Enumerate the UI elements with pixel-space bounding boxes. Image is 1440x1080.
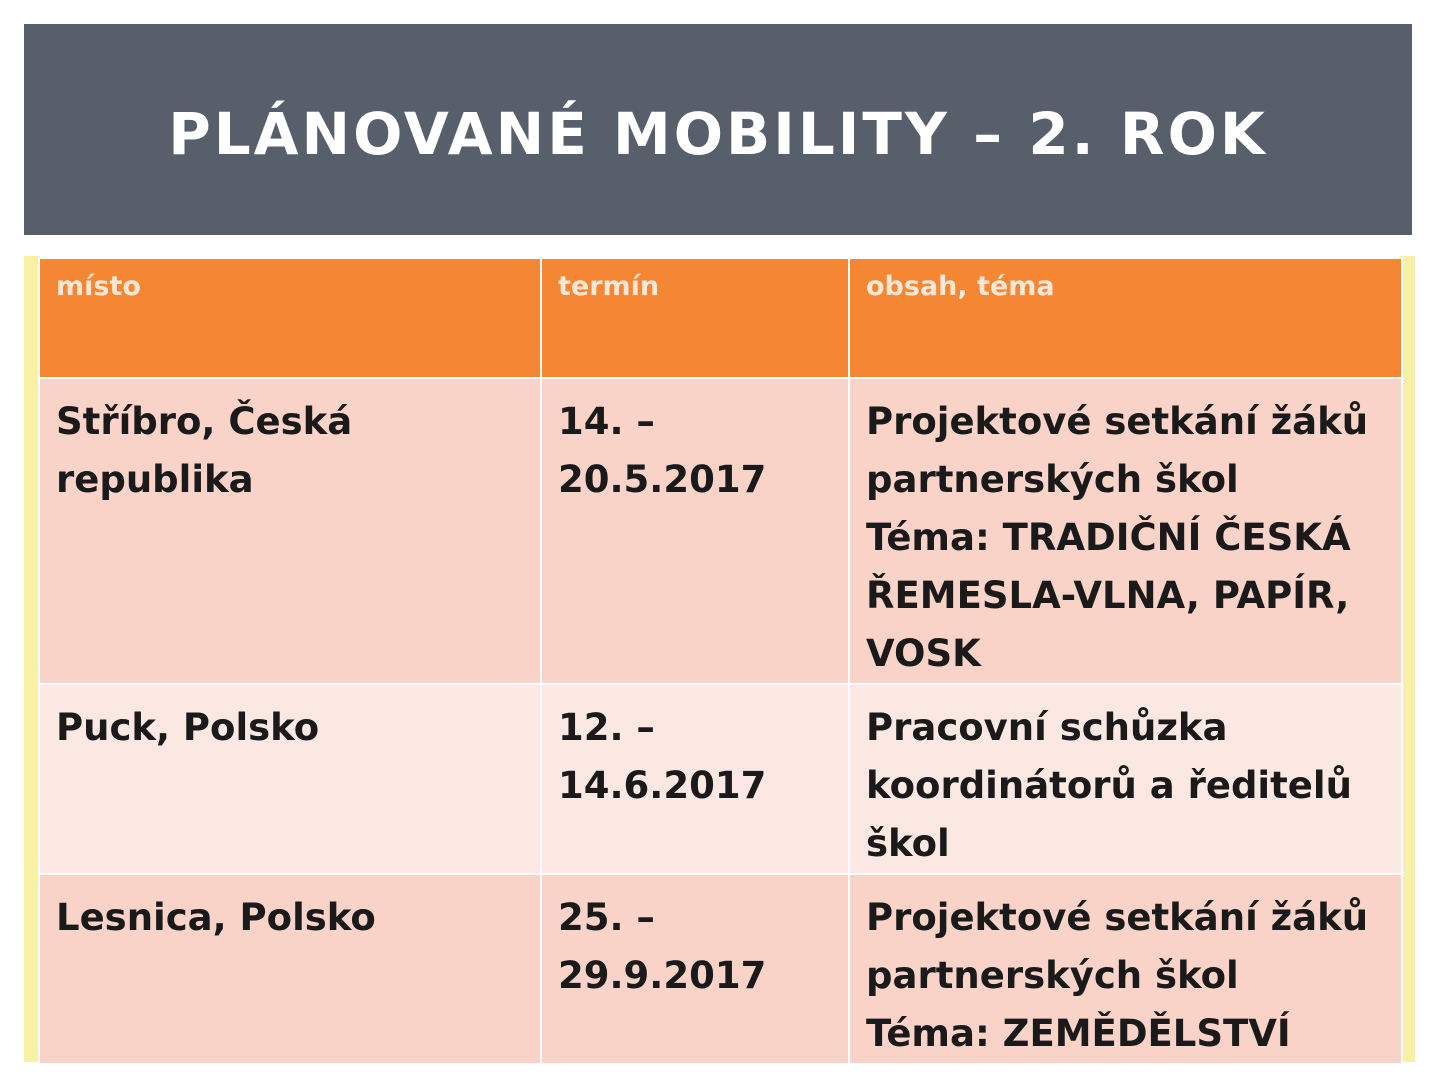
cell-text: Puck, Polsko xyxy=(56,706,320,749)
cell-termin xyxy=(541,684,849,874)
header-obsah: obsah, téma xyxy=(849,258,1402,378)
mobility-table xyxy=(38,257,1403,1065)
cell-text: 25. – xyxy=(558,896,655,939)
table-row xyxy=(39,874,1402,1064)
cell-text: Projektové setkání žáků xyxy=(866,400,1369,443)
table-row xyxy=(39,378,1402,684)
table-header-row xyxy=(39,258,1402,378)
cell-misto xyxy=(39,378,541,684)
cell-text: 29.9.2017 xyxy=(558,954,767,997)
cell-text: Projektové setkání žáků xyxy=(866,896,1369,939)
cell-misto xyxy=(39,874,541,1064)
cell-obsah xyxy=(849,874,1402,1064)
cell-obsah xyxy=(849,378,1402,684)
cell-text: partnerských škol xyxy=(866,954,1239,997)
cell-text: 14. – xyxy=(558,400,655,443)
cell-obsah xyxy=(849,684,1402,874)
header-termin: termín xyxy=(541,258,849,378)
cell-text: Lesnica, Polsko xyxy=(56,896,376,939)
cell-text: ŘEMESLA-VLNA, PAPÍR, xyxy=(866,574,1350,617)
cell-text: 12. – xyxy=(558,706,655,749)
cell-termin xyxy=(541,874,849,1064)
cell-text: 14.6.2017 xyxy=(558,764,767,807)
cell-text: Téma: TRADIČNÍ ČESKÁ xyxy=(866,516,1351,559)
page-title: PLÁNOVANÉ MOBILITY – 2. ROK xyxy=(168,99,1268,168)
cell-text: škol xyxy=(866,822,950,865)
cell-termin xyxy=(541,378,849,684)
cell-text: Téma: ZEMĚDĚLSTVÍ xyxy=(866,1012,1291,1055)
cell-text: Pracovní schůzka xyxy=(866,706,1228,749)
header-misto: místo xyxy=(39,258,541,378)
cell-text: 20.5.2017 xyxy=(558,458,767,501)
title-bar xyxy=(24,24,1412,235)
cell-text: Stříbro, Česká xyxy=(56,400,353,443)
table-row xyxy=(39,684,1402,874)
cell-text: republika xyxy=(56,458,254,501)
cell-misto xyxy=(39,684,541,874)
cell-text: partnerských škol xyxy=(866,458,1239,501)
cell-text: koordinátorů a ředitelů xyxy=(866,764,1352,807)
cell-text: VOSK xyxy=(866,632,981,675)
